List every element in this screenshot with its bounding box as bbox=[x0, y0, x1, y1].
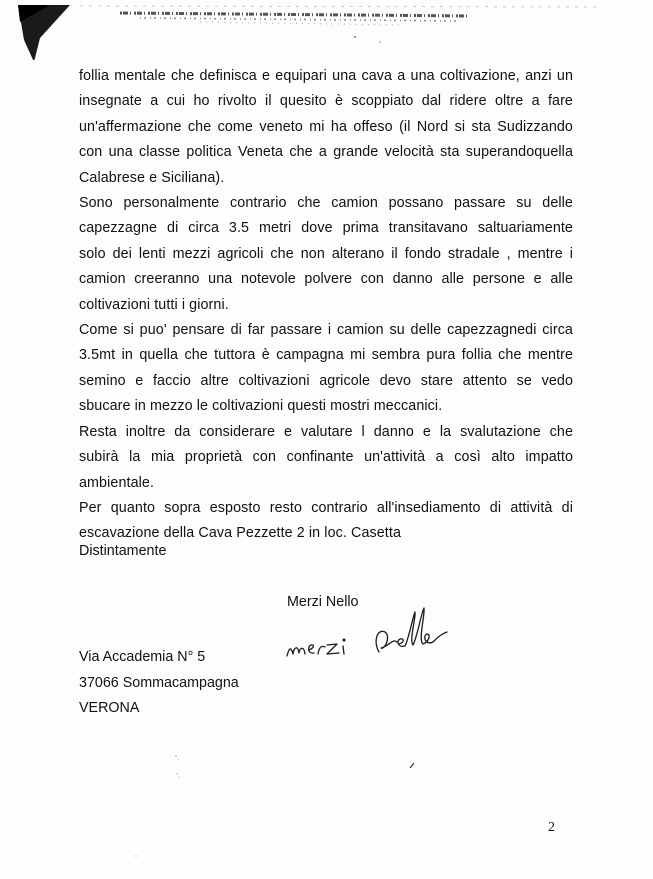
scan-speck bbox=[172, 752, 184, 782]
letter-body bbox=[79, 64, 573, 547]
text-line: 3.5mt in quella che tuttora è campagna mi sembra pura follia che mentre bbox=[79, 347, 573, 364]
text-line: coltivazioni tutti i giorni. bbox=[79, 296, 229, 313]
page-number: 2 bbox=[548, 820, 555, 835]
text-line: follia mentale che definisca e equipari una cava a una coltivazione, anzi un bbox=[79, 68, 573, 84]
paragraph bbox=[79, 64, 573, 191]
scan-speck bbox=[408, 760, 418, 770]
text-line: capezzagne di circa 3.5 metri dove prima transitavano saltuariamente bbox=[79, 220, 573, 237]
sender-address bbox=[79, 645, 239, 722]
closing-salutation: Distintamente bbox=[79, 543, 167, 559]
address-street: Via Accademia N° 5 bbox=[79, 649, 206, 665]
scan-artifact-top bbox=[0, 0, 653, 60]
text-line: semino e faccio altre coltivazioni agricole devo stare attento se vedo bbox=[79, 372, 573, 389]
text-line: ambientale. bbox=[79, 474, 155, 491]
scan-streak bbox=[80, 6, 600, 7]
text-line: con una classe politica Veneta che a grande velocità sta superandoquella bbox=[79, 144, 573, 161]
paragraph bbox=[79, 420, 573, 496]
paragraph bbox=[79, 318, 573, 420]
text-line: subirà la mia proprietà con confinante un'attività a così alto impatto bbox=[79, 449, 573, 466]
address-province: VERONA bbox=[79, 700, 140, 716]
text-line: Calabrese e Siciliana). bbox=[79, 169, 225, 186]
text-line: Resta inoltre da considerare e valutare l danno e la svalutazione che bbox=[79, 423, 573, 440]
paragraph bbox=[79, 496, 573, 547]
scan-speck bbox=[132, 852, 140, 860]
paragraph bbox=[79, 191, 573, 318]
scan-streak bbox=[120, 13, 470, 16]
text-line: un'affermazione che come veneto mi ha offeso (il Nord si sta Sudizzando bbox=[79, 118, 573, 135]
handwritten-signature bbox=[281, 598, 471, 668]
text-line: solo dei lenti mezzi agricoli che non alterano il fondo stradale , mentre i bbox=[79, 245, 573, 262]
address-city: 37066 Sommacampagna bbox=[79, 674, 239, 691]
text-line: Per quanto sopra esposto resto contrario all'insediamento di attività di bbox=[79, 499, 573, 516]
text-line: escavazione della Cava Pezzette 2 in loc. Casetta bbox=[79, 525, 401, 542]
scan-streak bbox=[140, 18, 460, 21]
sender-name: Merzi Nello bbox=[287, 594, 359, 610]
text-line: camion creeranno una notevole polvere con danno alle persone e alle bbox=[79, 271, 573, 288]
text-line: insegnate a cui ho rivolto il quesito è scoppiato dal ridere oltre a fare bbox=[79, 93, 573, 110]
text-line: Come si puo' pensare di far passare i camion su delle capezzagnedi circa bbox=[79, 322, 573, 339]
text-line: sbucare in mezzo le coltivazioni questi mostri meccanici. bbox=[79, 398, 443, 415]
scan-streak bbox=[200, 22, 400, 25]
text-line: Sono personalmente contrario che camion possano passare su delle bbox=[79, 195, 573, 212]
